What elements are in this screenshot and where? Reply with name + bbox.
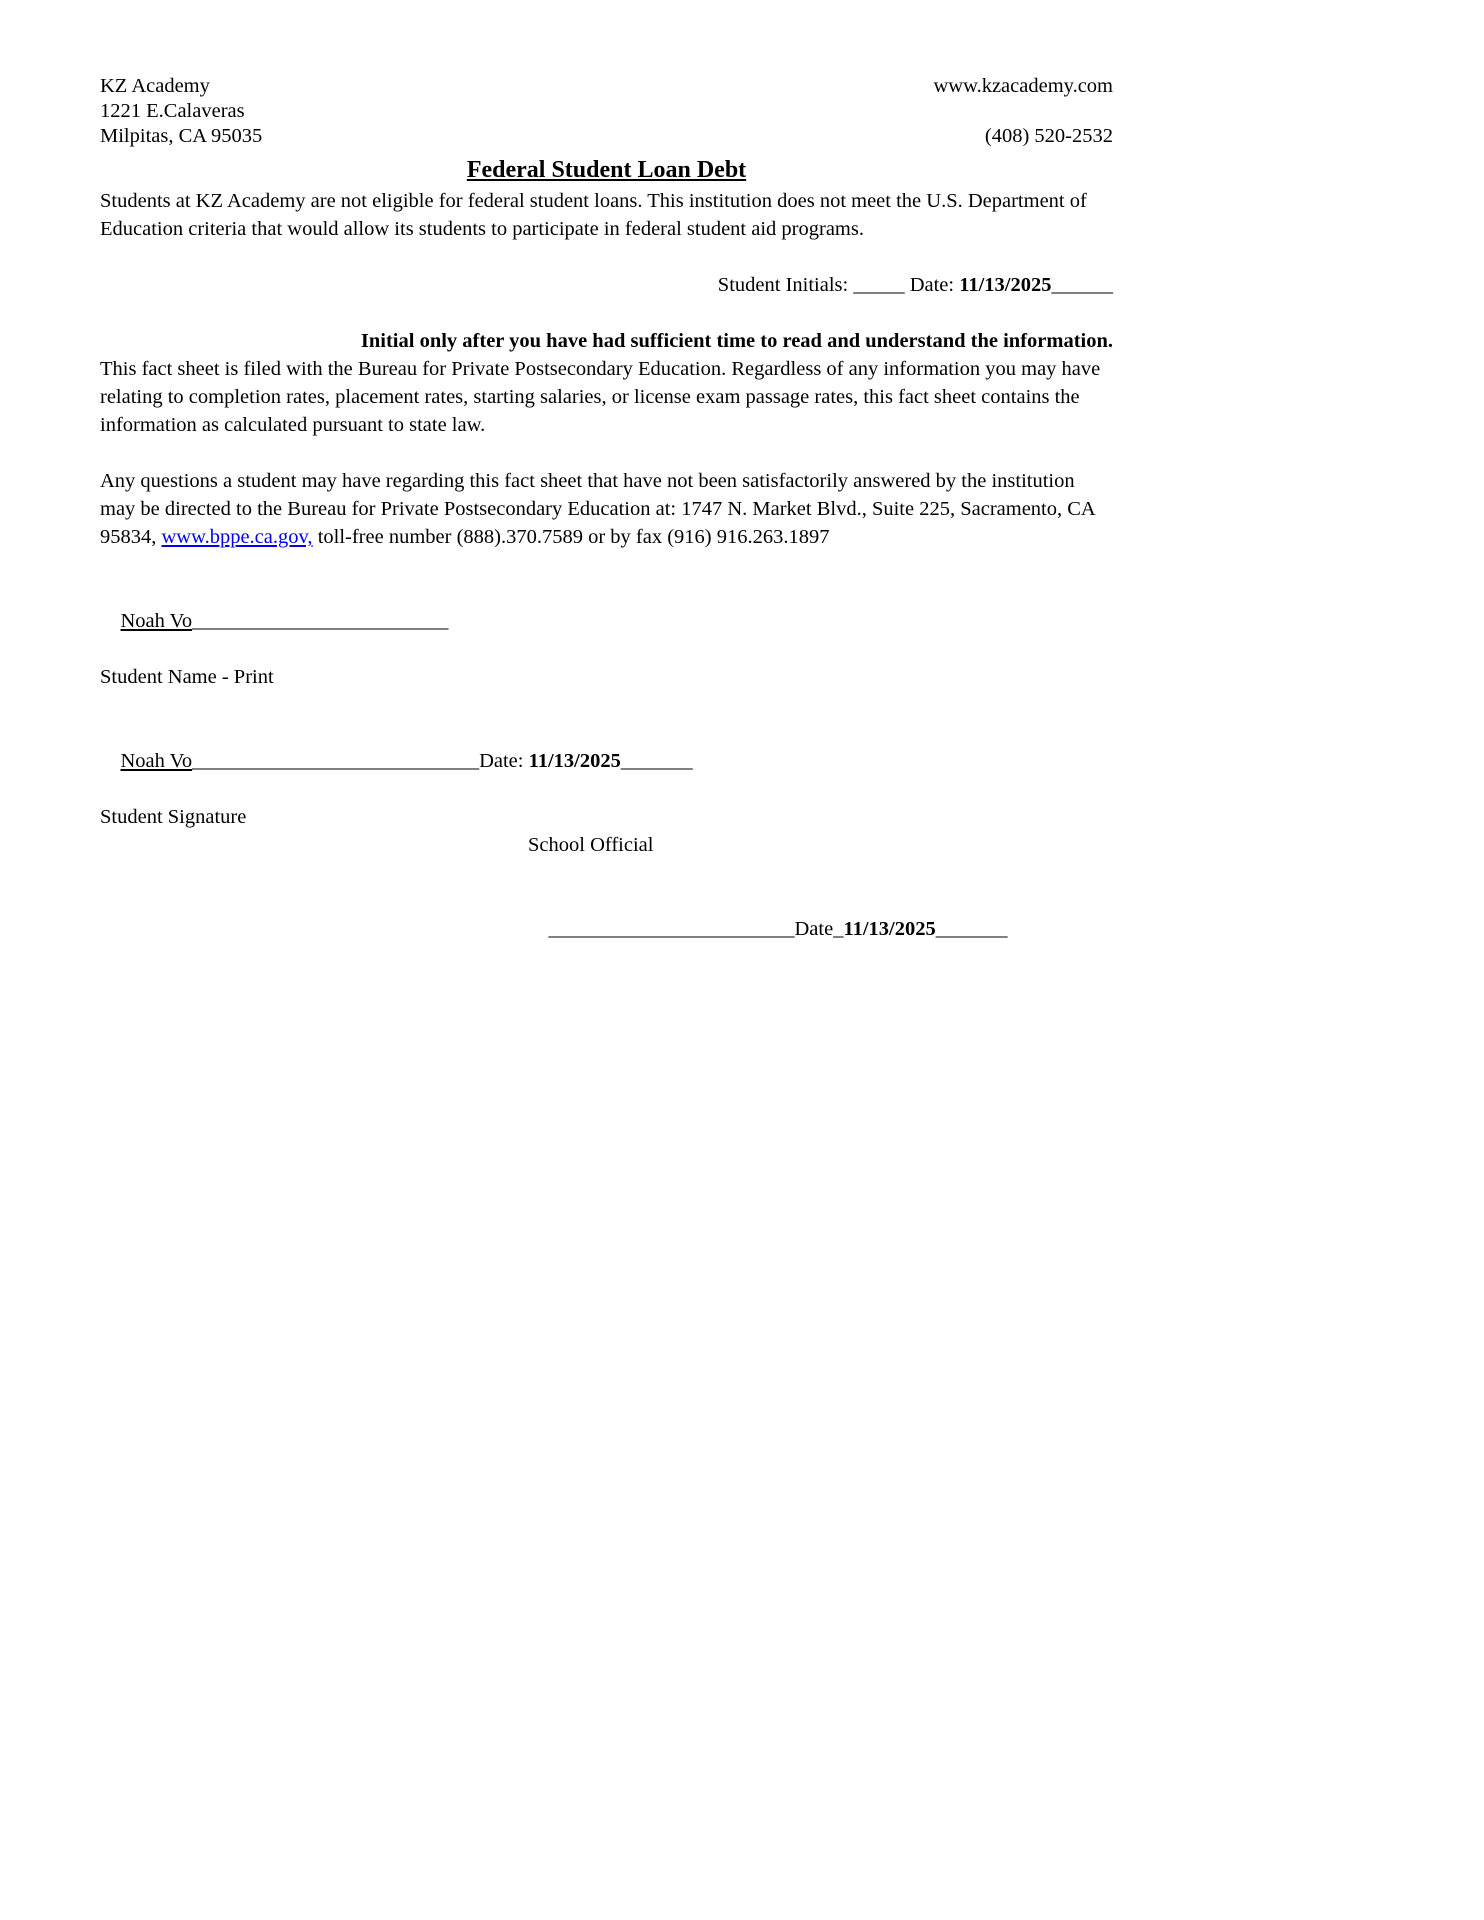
document-page xyxy=(100,74,1113,971)
student-name-print-value: Noah Vo xyxy=(120,610,193,632)
school-official-signature-line xyxy=(528,887,1113,971)
signature-date-blank: _______ xyxy=(620,750,693,772)
student-name-print-line xyxy=(100,579,1113,663)
school-official-blank: ________________________ xyxy=(548,918,795,940)
school-official-label: School Official xyxy=(528,834,654,856)
paragraph-bppe-filing: This fact sheet is filed with the Bureau for Private Postsecondary Education. Regardless of any information you may have relating to completion rates, placement rates, starting salaries, or license exam passage rates, this fact sheet contains the information as calculated pursuant to state law. xyxy=(100,358,1101,436)
student-signature-line xyxy=(100,719,1113,803)
student-signature-label: Student Signature xyxy=(100,806,247,828)
student-signature-value: Noah Vo xyxy=(120,750,193,772)
school-contact-block xyxy=(934,74,1114,149)
school-address-line2: Milpitas, CA 95035 xyxy=(100,125,263,147)
initials-date-value: 11/13/2025 xyxy=(959,274,1052,296)
signature-date-value: 11/13/2025 xyxy=(528,750,621,772)
document-title: Federal Student Loan Debt xyxy=(466,157,747,183)
student-initials-label: Student Initials: xyxy=(717,274,854,296)
header-spacer xyxy=(934,99,1114,124)
initial-instruction: Initial only after you have had sufficient time to read and understand the information. xyxy=(360,330,1113,352)
spacer xyxy=(100,551,1113,579)
spacer xyxy=(100,859,1113,887)
spacer xyxy=(100,691,1113,719)
paragraph-questions xyxy=(100,467,1113,551)
official-date-label: Date_ xyxy=(794,918,844,940)
student-name-print-blank: _________________________ xyxy=(192,610,449,632)
paragraph-questions-tail: toll-free number (888).370.7589 or by fax (916) 916.263.1897 xyxy=(312,526,830,548)
paragraph-eligibility: Students at KZ Academy are not eligible for federal student loans. This institution does not meet the U.S. Department of Education criteria that would allow its students to participate in federal student aid programs. xyxy=(100,190,1087,240)
initials-date-blank: ______ xyxy=(1051,274,1113,296)
student-initials-line xyxy=(100,243,1113,327)
spacer xyxy=(100,439,1113,467)
letterhead xyxy=(100,74,1113,149)
school-address-line1: 1221 E.Calaveras xyxy=(100,100,245,122)
school-address-block xyxy=(100,74,262,149)
paragraph-questions-text: Any questions a student may have regarding this fact sheet that have not been satisfactorily answered by the institution may be directed to the Bureau for Private Postsecondary Education at: 1747 N. Market Blvd., Suite 225, Sacramento, CA 95834, xyxy=(100,470,1100,548)
student-name-print-label: Student Name - Print xyxy=(100,666,274,688)
official-date-blank: _______ xyxy=(935,918,1008,940)
student-initials-blank: _____ xyxy=(853,274,910,296)
school-phone: (408) 520-2532 xyxy=(984,125,1113,147)
school-website: www.kzacademy.com xyxy=(933,75,1113,97)
official-date-value: 11/13/2025 xyxy=(843,918,936,940)
bppe-link[interactable]: www.bppe.ca.gov, xyxy=(161,526,313,548)
initials-date-label: Date: xyxy=(909,274,960,296)
school-name: KZ Academy xyxy=(100,75,210,97)
signature-date-label: Date: xyxy=(479,750,529,772)
student-signature-blank: ____________________________ xyxy=(192,750,480,772)
